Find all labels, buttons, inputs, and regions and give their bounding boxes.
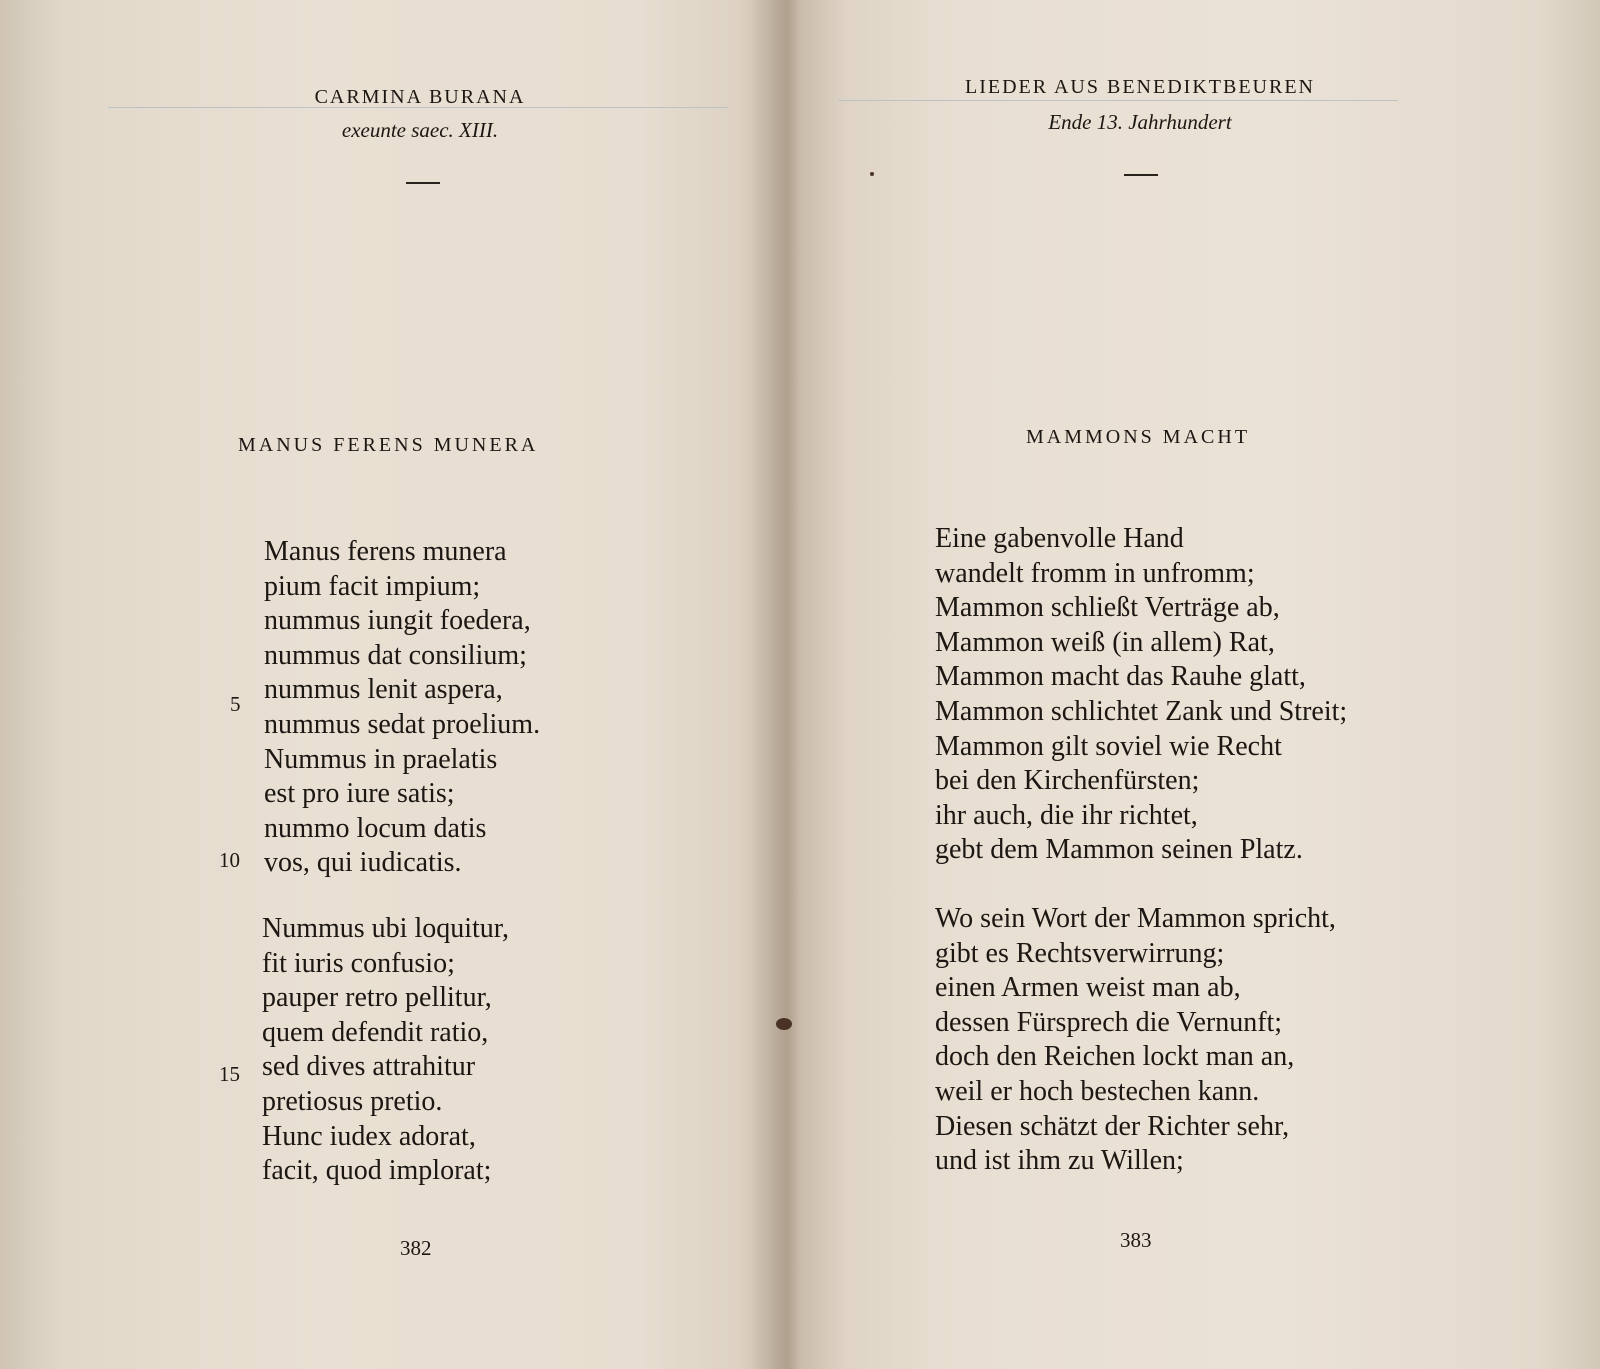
page-number: 382 — [400, 1236, 432, 1260]
verse-line: nummus dat consilium; — [264, 639, 527, 671]
verse-line: gibt es Rechtsverwirrung; — [935, 937, 1225, 969]
poem-stanza-2 — [935, 902, 1336, 1179]
verse-line: einen Armen weist man ab, — [935, 972, 1241, 1004]
verse-line: Mammon weiß (in allem) Rat, — [935, 626, 1275, 658]
verse-line: fit iuris confusio; — [262, 947, 455, 979]
verse-line: Manus ferens munera — [264, 536, 507, 567]
verse-line: Mammon schließt Verträge ab, — [935, 592, 1280, 624]
separator-dash — [1124, 174, 1158, 176]
verse-line: pauper retro pellitur, — [262, 982, 492, 1014]
verse-line: bei den Kirchenfürsten; — [935, 765, 1200, 797]
line-number: 5 — [230, 692, 241, 716]
left-page — [0, 0, 780, 1369]
verse-line: Eine gabenvolle Hand — [935, 523, 1184, 554]
verse-line: quem defendit ratio, — [262, 1016, 489, 1048]
verse-line: Mammon gilt soviel wie Recht — [935, 730, 1282, 762]
poem-title: MAMMONS MACHT — [1026, 426, 1251, 448]
verse-line: gebt dem Mammon seinen Platz. — [935, 834, 1303, 866]
paper-stain — [776, 1018, 792, 1030]
verse-line: ihr auch, die ihr richtet, — [935, 799, 1198, 831]
verse-line: Diesen schätzt der Richter sehr, — [935, 1110, 1290, 1142]
verse-line: dessen Fürsprech die Vernunft; — [935, 1006, 1283, 1038]
verse-line: Mammon schlichtet Zank und Streit; — [935, 695, 1348, 727]
running-head: CARMINA BURANA — [314, 86, 526, 108]
verse-line: Mammon macht das Rauhe glatt, — [935, 661, 1306, 693]
verse-line: sed dives attrahitur — [262, 1051, 476, 1083]
verse-line: nummus sedat proelium. — [264, 708, 541, 740]
verse-line: weil er hoch bestechen kann. — [935, 1075, 1260, 1107]
verse-line: vos, qui iudicatis. — [264, 847, 462, 879]
verse-line: doch den Reichen lockt man an, — [935, 1041, 1295, 1073]
line-number: 10 — [219, 848, 240, 872]
paper-speck — [870, 172, 874, 176]
verse-line: pium facit impium; — [264, 570, 481, 602]
verse-line: Wo sein Wort der Mammon spricht, — [935, 903, 1336, 934]
verse-line: nummo locum datis — [264, 812, 487, 844]
verse-line: wandelt fromm in unfromm; — [935, 557, 1255, 589]
poem-title: MANUS FERENS MUNERA — [238, 434, 539, 456]
verse-line: pretiosus pretio. — [262, 1085, 443, 1117]
verse-line: und ist ihm zu Willen; — [935, 1145, 1184, 1177]
verse-line: Nummus ubi loquitur, — [262, 913, 509, 944]
running-head: LIEDER AUS BENEDIKTBEUREN — [965, 76, 1315, 98]
poem-stanza-2 — [262, 912, 509, 1189]
poem-stanza-1 — [935, 522, 1347, 868]
running-subhead: exeunte saec. XIII. — [341, 118, 499, 142]
page-number: 383 — [1120, 1228, 1152, 1252]
verse-line: est pro iure satis; — [264, 778, 455, 810]
right-page — [800, 0, 1600, 1369]
verse-line: nummus lenit aspera, — [264, 674, 503, 706]
poem-stanza-1 — [264, 535, 540, 881]
line-number: 15 — [219, 1062, 240, 1086]
running-subhead: Ende 13. Jahrhundert — [1048, 110, 1232, 134]
verse-line: facit, quod implorat; — [262, 1155, 492, 1187]
separator-dash — [406, 182, 440, 184]
verse-line: nummus iungit foedera, — [264, 605, 531, 637]
verse-line: Nummus in praelatis — [264, 743, 498, 775]
header-rule — [838, 100, 1398, 101]
verse-line: Hunc iudex adorat, — [262, 1120, 476, 1152]
